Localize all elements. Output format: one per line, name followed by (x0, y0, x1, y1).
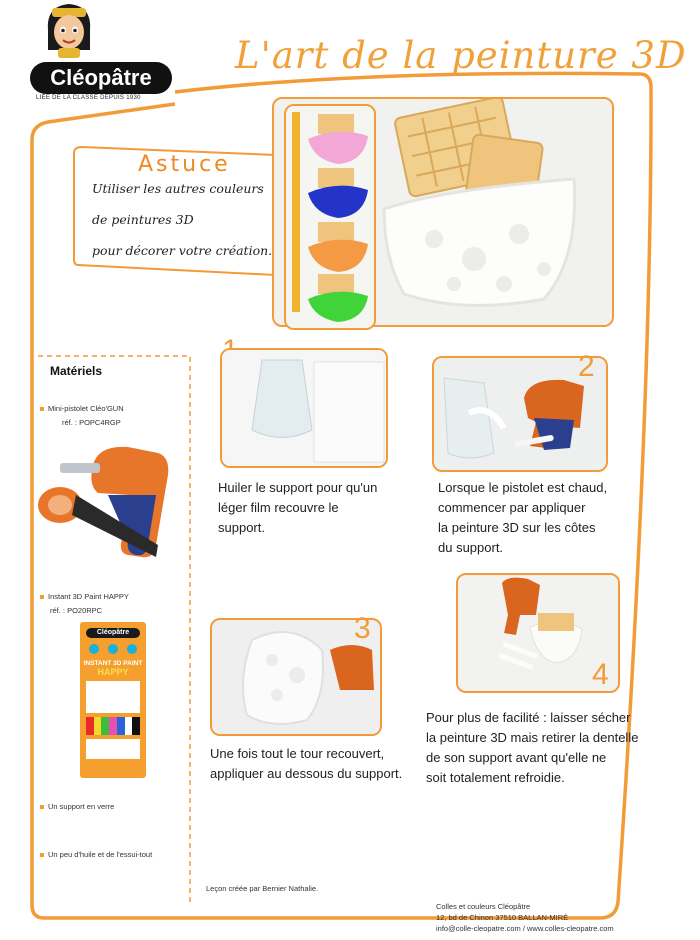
astuce-line-1: Utiliser les autres couleurs (92, 181, 264, 196)
step-2-number: 2 (578, 350, 595, 383)
material-name: Un support en verre (48, 802, 115, 811)
step-1-photo (220, 348, 388, 468)
step-2-text (438, 478, 607, 558)
lesson-credit: Leçon créée par Bernier Nathalie. (206, 884, 319, 893)
bullet-icon (40, 805, 44, 809)
step-2-line: la peinture 3D sur les côtes (438, 520, 596, 535)
bullet-icon (40, 407, 44, 411)
company-address: 12, bd de Chinon 37510 BALLAN-MIRÉ (436, 913, 569, 922)
package-sub: HAPPY (97, 667, 129, 677)
package-title: INSTANT 3D PAINT (83, 660, 143, 667)
company-name: Colles et couleurs Cléopâtre (436, 902, 531, 911)
step-4-line: Pour plus de facilité : laisser sécher (426, 710, 631, 725)
step-4-number: 4 (592, 658, 609, 691)
material-item-support (40, 800, 114, 814)
brand-logo: Cléopâtre (30, 62, 172, 94)
step-3-text (210, 744, 402, 784)
step-3-line: appliquer au dessous du support. (210, 766, 403, 781)
material-item-glue-gun (40, 402, 124, 416)
color-variants-photo (284, 104, 376, 330)
brand-tagline: LIÉE DE LA CLASSE DEPUIS 1930 (36, 95, 141, 101)
step-4-line: soit totalement refroidie. (426, 770, 565, 785)
step-4-line: la peinture 3D mais retirer la dentelle (426, 730, 639, 745)
step-3-line: Une fois tout le tour recouvert, (210, 746, 385, 761)
step-1-text (218, 478, 377, 538)
material-item-paint (40, 590, 129, 604)
glue-gun-image (38, 435, 196, 563)
step-1-line: Huiler le support pour qu'un (218, 480, 378, 495)
step-3-number: 3 (354, 612, 371, 645)
material-name: Mini-pistolet Cléo'GUN (48, 404, 124, 413)
step-4-line: de son support avant qu'elle ne (426, 750, 607, 765)
material-name: Un peu d'huile et de l'essui-tout (48, 850, 153, 859)
step-4-text (426, 708, 638, 788)
step-1-line: léger film recouvre le (218, 500, 339, 515)
step-2-line: du support. (438, 540, 504, 555)
material-ref: réf. : PO20RPC (50, 606, 103, 615)
page-title: L'art de la peinture 3D (235, 34, 687, 77)
material-ref: réf. : POPC4RGP (62, 418, 121, 427)
paint-package-image (80, 622, 146, 778)
material-name: Instant 3D Paint HAPPY (48, 592, 129, 601)
astuce-title: Astuce (138, 152, 231, 177)
bullet-icon (40, 853, 44, 857)
material-item-oil (40, 848, 152, 862)
package-brand: Cléopâtre (86, 628, 140, 638)
bullet-icon (40, 595, 44, 599)
step-2-line: Lorsque le pistolet est chaud, (438, 480, 608, 495)
step-1-line: support. (218, 520, 265, 535)
astuce-line-2: de peintures 3D (92, 212, 194, 227)
step-2-line: commencer par appliquer (438, 500, 586, 515)
astuce-line-3: pour décorer votre création. (92, 243, 273, 258)
materials-title: Matériels (50, 364, 103, 378)
company-contact: info@colle-cleopatre.com / www.colles-cleopatre.com (436, 924, 614, 933)
